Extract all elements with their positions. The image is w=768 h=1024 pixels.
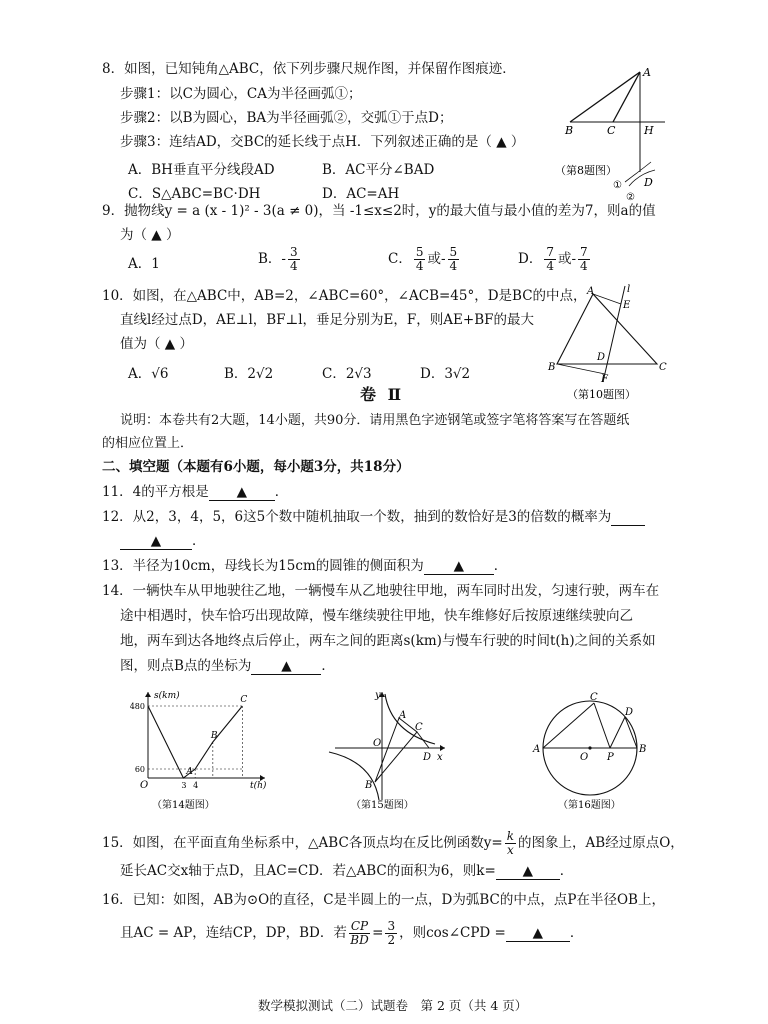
q16-chord-ac — [543, 703, 594, 748]
q15-line-1 — [102, 830, 684, 857]
q14-line-4 — [120, 655, 335, 677]
q11 — [102, 481, 288, 503]
q8-side-ab — [570, 72, 640, 122]
q8-step1: 步骤1：以C为圆心，CA为半径画弧①； — [120, 86, 362, 102]
q14-chart — [130, 688, 280, 813]
q9-option-d-frac1 — [544, 246, 556, 273]
q14-text-4: 图，则点B点的坐标为 — [120, 658, 252, 674]
q10-option-c: C．2√3 — [322, 366, 372, 382]
q11-end: ． — [274, 484, 289, 500]
q8-step2: 步骤2：以B为圆心，BA为半径画弧②，交弧①于点D； — [120, 110, 453, 126]
q8-step3: 步骤3：连结AD，交BC的延长线于点H．下列叙述正确的是（ ▲ ） — [120, 134, 525, 150]
q15-label-b: B — [365, 780, 373, 791]
q16-segment-cp — [594, 703, 610, 748]
q16-label-o: O — [580, 752, 589, 763]
q16-label-c: C — [590, 692, 598, 703]
q15-label-y: y — [375, 690, 381, 701]
q10-label-b: B — [548, 362, 556, 373]
q12-end: ． — [192, 533, 206, 549]
q16-line-1: 16．已知：如图，AB为⊙O的直径，C是半圆上的一点，D为弧BC的中点，点P在半径OB上， — [102, 892, 665, 908]
q10-line-l — [603, 286, 625, 382]
q14-point-label-b: B — [210, 731, 218, 741]
q10-line-2: 直线l经过点D，AE⊥l，BF⊥l，垂足分别为E，F，则AE+BF的最大 — [120, 312, 534, 328]
q14-origin: O — [140, 780, 149, 791]
q15-end: ． — [559, 863, 574, 879]
section-heading: 二、填空题（本题有6小题，每小题3分，共18分） — [102, 459, 410, 475]
q10-triangle — [557, 294, 657, 364]
section-note-2: 的相应位置上． — [102, 436, 194, 451]
q16-text-2a: 且AC = AP，连结CP，DP，BD．若 — [120, 925, 347, 941]
q9-option-c-label: C． — [388, 251, 412, 267]
q15-curve-q3 — [329, 752, 379, 800]
q15-label-a: A — [399, 710, 407, 721]
q8-label-arc2: ② — [626, 192, 635, 202]
q16-center-dot — [588, 746, 591, 749]
q15-x-arrow — [440, 745, 445, 751]
q16-segment-dp — [610, 717, 625, 748]
q9-option-d-den2: 4 — [580, 259, 588, 273]
q9-option-c-num1: 5 — [415, 245, 424, 259]
q14-series-line — [148, 706, 242, 778]
q15-x: x — [507, 843, 514, 857]
q10-line-3: 值为（ ▲ ） — [120, 336, 193, 352]
q13-answer-blank[interactable]: ▲ — [424, 558, 494, 575]
q10-label-l: l — [627, 284, 631, 295]
q16-label-b: B — [639, 744, 647, 755]
q9-option-d-num1: 7 — [546, 245, 554, 259]
q9-option-b-frac — [288, 246, 300, 273]
q9-option-d-sign: - — [571, 251, 577, 267]
q10-caption: （第10题图） — [567, 388, 636, 401]
q15-text-1b: 的图象上，AB经过原点O， — [518, 835, 684, 851]
q15-label-o: O — [373, 738, 382, 749]
q10-option-b: B．2√2 — [224, 366, 274, 382]
page-footer: 数学模拟测试（二）试题卷 第 2 页（共 4 页） — [258, 998, 528, 1013]
q8-option-d: D．AC=AH — [322, 186, 400, 202]
q9-option-b-label: B． — [258, 251, 282, 267]
q9-option-c-frac1 — [414, 246, 426, 273]
q12-text: 12．从2，3，4，5，6这5个数中随机抽取一个数，抽到的数恰好是3的倍数的概率为 — [102, 509, 612, 525]
q9-option-d — [518, 246, 592, 273]
q14-point-label-c: C — [240, 695, 248, 705]
q16-end: ． — [569, 925, 584, 941]
q15-triangle — [375, 718, 417, 782]
q9-option-b — [258, 246, 302, 273]
q14-x-tick-1: 4 — [193, 781, 199, 790]
q14-line-1: 14．一辆快车从甲地驶往乙地，一辆慢车从乙地驶往甲地，两车同时出发，匀速行驶，两车在 — [102, 583, 660, 599]
q9-option-c-sign: - — [440, 251, 446, 267]
q15-text-2: 延长AC交x轴于点D，且AC=CD．若△ABC的面积为6，则k= — [120, 863, 496, 879]
q14-y-arrow — [145, 692, 151, 697]
q10-label-e: E — [623, 300, 631, 311]
q8-option-c: C．S△ABC=BC·DH — [128, 186, 261, 202]
q16-eq: = — [372, 925, 384, 941]
q8-option-a: A．BH垂直平分线段AD — [128, 162, 275, 178]
q9-option-a: A．1 — [128, 256, 160, 272]
q15-text-1a: 15．如图，在平面直角坐标系中，△ABC各顶点均在反比例函数y= — [102, 835, 503, 851]
q16-bd: BD — [350, 933, 369, 947]
q10-option-a: A．√6 — [128, 366, 169, 382]
q9-option-d-den1: 4 — [546, 259, 554, 273]
q9-option-b-num: 3 — [289, 245, 298, 259]
q8-caption: （第8题图） — [555, 164, 617, 177]
q9-option-c-num2: 5 — [449, 245, 458, 259]
q14-answer-blank[interactable]: ▲ — [251, 658, 321, 675]
q9-option-c-mid: 或 — [427, 251, 441, 267]
q14-caption: （第14题图） — [152, 800, 215, 811]
q16-cp: CP — [350, 919, 369, 933]
q9-option-c — [388, 246, 461, 273]
q13-text: 13．半径为10cm，母线长为15cm的圆锥的侧面积为 — [102, 558, 424, 574]
q10-label-d: D — [597, 352, 606, 363]
q10-stem: 10．如图，在△ABC中，AB=2，∠ABC=60°，∠ACB=45°，D是BC的中点， — [102, 288, 587, 304]
q11-answer-blank[interactable]: ▲ — [209, 484, 275, 501]
q9-option-c-den2: 4 — [449, 259, 458, 273]
q9-stem-2: 为（ ▲ ） — [120, 227, 180, 243]
q15-segment-cd — [417, 732, 429, 748]
q15-label-x: x — [437, 752, 443, 763]
q9-option-d-mid: 或 — [557, 251, 572, 267]
q12 — [102, 506, 645, 528]
q8-option-b: B．AC平分∠BAD — [322, 162, 435, 178]
q9-option-d-label: D． — [518, 251, 543, 267]
q14-y-label: s(km) — [154, 691, 180, 701]
q16-label-p: P — [607, 752, 614, 763]
q8-label-d: D — [644, 176, 653, 189]
q16-answer-blank[interactable]: ▲ — [506, 925, 570, 942]
q16-label-d: D — [625, 707, 634, 718]
q16-three: 3 — [387, 919, 396, 933]
q16-segment-bd — [625, 717, 637, 748]
q10-label-f: F — [601, 374, 608, 385]
q8-stem: 8．如图，已知钝角△ABC，依下列步骤尺规作图，并保留作图痕迹． — [102, 61, 516, 77]
q14-y-tick-1: 480 — [130, 702, 145, 711]
q14-y-tick-0: 60 — [134, 765, 145, 774]
q12-cont — [120, 530, 206, 552]
q14-x-label: t(h) — [250, 781, 267, 791]
q16-fraction-value — [385, 920, 397, 947]
q8-figure — [555, 62, 685, 202]
section-note-1: 说明：本卷共有2大题，14小题，共90分．请用黑色字迹钢笔或签字笔将答案写在答题纸 — [120, 413, 630, 428]
q10-label-c: C — [659, 362, 667, 373]
q16-caption: （第16题图） — [558, 800, 621, 811]
q16-two: 2 — [387, 933, 396, 947]
q16-text-2b: ，则cos∠CPD = — [399, 925, 506, 941]
q9-option-c-frac2 — [448, 246, 460, 273]
q15-line-2 — [120, 860, 573, 882]
section-title: 卷 Ⅱ — [360, 385, 405, 404]
q15-caption: （第15题图） — [351, 800, 414, 811]
q15-fraction — [505, 830, 516, 857]
q15-label-d: D — [423, 752, 432, 763]
q14-end: ． — [321, 658, 335, 674]
q8-label-c: C — [607, 124, 616, 137]
q13-end: ． — [493, 558, 508, 574]
q14-point-label-a: A — [186, 767, 193, 777]
q16-figure — [530, 688, 660, 813]
q14-line-2: 途中相遇时，快车恰巧出现故障，慢车继续驶往甲地，快车维修好后按原速继续驶向乙 — [120, 608, 633, 624]
q8-label-h: H — [644, 124, 654, 137]
q9-stem: 9．抛物线y = a (x - 1)² - 3(a ≠ 0)，当 -1≤x≤2时，y的最大值与最小值的差为7，则a的值 — [102, 203, 656, 219]
q9-option-d-num2: 7 — [580, 245, 588, 259]
q12-answer-blank-start[interactable] — [611, 509, 645, 526]
q13 — [102, 555, 507, 577]
q10-label-a: A — [587, 286, 595, 297]
q8-label-arc1: ① — [613, 180, 622, 191]
q15-k: k — [506, 829, 515, 843]
q8-label-b: B — [565, 124, 574, 137]
q9-option-b-den: 4 — [289, 259, 298, 273]
q15-figure — [325, 688, 465, 813]
q12-answer-blank[interactable]: ▲ — [120, 533, 192, 550]
q10-option-d: D．3√2 — [420, 366, 471, 382]
q8-side-ac — [613, 72, 640, 122]
q9-option-d-frac2 — [578, 246, 590, 273]
q14-x-tick-0: 3 — [181, 781, 187, 790]
q9-option-c-den1: 4 — [415, 259, 424, 273]
q16-label-a: A — [533, 744, 541, 755]
q15-answer-blank[interactable]: ▲ — [496, 863, 560, 880]
q9-option-b-sign: - — [281, 251, 286, 267]
q11-text: 11．4的平方根是 — [102, 484, 209, 500]
q16-line-2 — [120, 920, 583, 947]
q10-figure — [545, 282, 675, 404]
q14-line-3: 地，两车到达各地终点后停止，两车之间的距离s(km)与慢车行驶的时间t(h)之间的关系如 — [120, 633, 656, 649]
q8-label-a: A — [643, 66, 651, 79]
q15-label-c: C — [415, 722, 423, 733]
q16-fraction-ratio — [349, 920, 370, 947]
q10-segment-bf — [557, 364, 605, 374]
